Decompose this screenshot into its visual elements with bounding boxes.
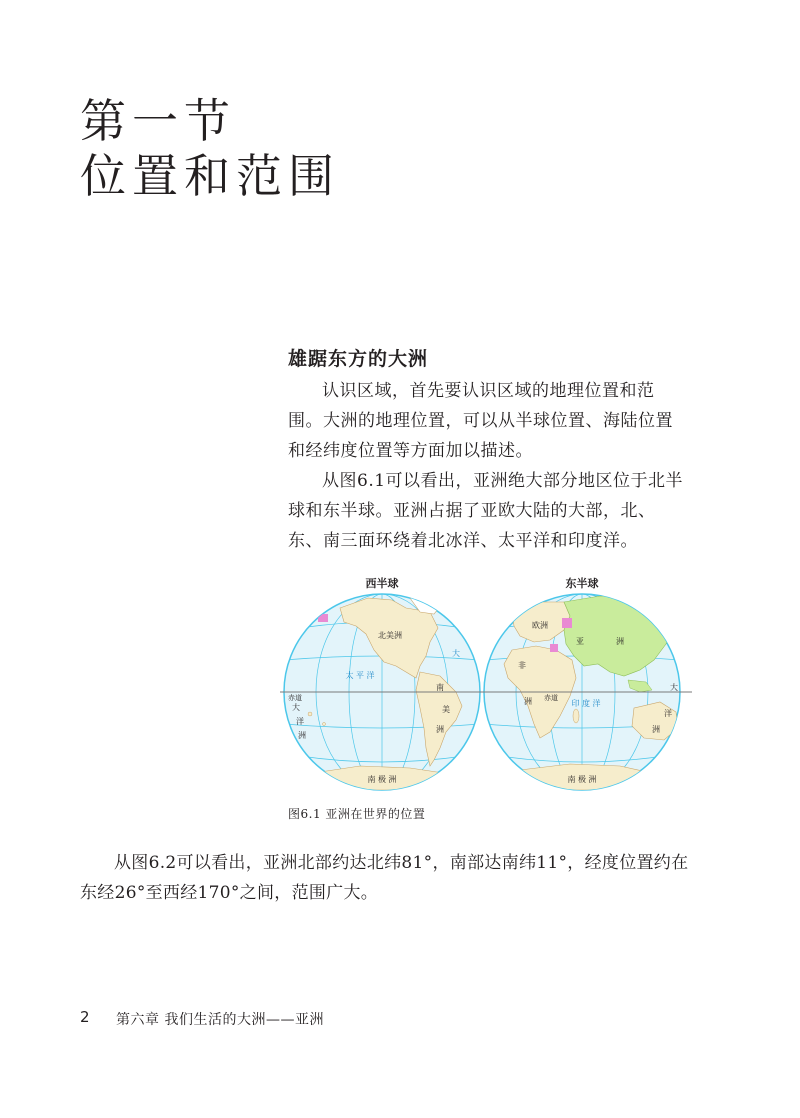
asia-label-1: 亚	[576, 637, 584, 646]
africa-label-1: 非	[518, 661, 526, 670]
east-hemisphere-title: 东半球	[565, 577, 599, 590]
world-hemispheres-map	[280, 568, 700, 803]
page-title: 位置和范围	[80, 149, 340, 203]
equator-label-east: 赤道	[544, 694, 558, 702]
west-asia-patch	[318, 614, 328, 622]
indian-ocean-label: 印 度 洋	[571, 699, 601, 708]
africa-label-2: 洲	[524, 697, 532, 706]
equator-label-west: 赤道	[288, 694, 302, 702]
section-heading: 雄踞东方的大洲	[288, 348, 429, 370]
figure-caption: 图6.1 亚洲在世界的位置	[288, 807, 426, 821]
west-antarctica-label: 南 极 洲	[367, 775, 397, 784]
asia-label-2: 洲	[616, 637, 624, 646]
oceania-west-char-1: 大	[292, 703, 300, 712]
south-america-label-2: 美	[442, 705, 450, 714]
asia-pink-patch-2	[550, 644, 558, 652]
chapter-section-number: 第一节	[80, 94, 236, 148]
oceania-east-char-1: 大	[670, 683, 678, 692]
page-number: 2	[80, 1008, 90, 1026]
west-hemisphere-title: 西半球	[365, 577, 399, 590]
oceania-east-char-3: 洲	[652, 725, 660, 734]
chapter-footer: 第六章 我们生活的大洲——亚洲	[116, 1012, 324, 1028]
oceania-east-char-2: 洋	[664, 709, 672, 718]
north-america-label: 北美洲	[378, 631, 402, 640]
body-paragraph-1: 认识区域，首先要认识区域的地理位置和范围。大洲的地理位置，可以从半球位置、海陆位置和经纬度位置等方面加以描述。	[288, 381, 673, 461]
pacific-ocean-label: 太 平 洋	[345, 671, 375, 680]
body-paragraph-2: 从图6.1可以看出，亚洲绝大部分地区位于北半球和东半球。亚洲占据了亚欧大陆的大部，北、东、南三面环绕着北冰洋、太平洋和印度洋。	[288, 471, 684, 551]
atlantic-big-char: 大	[452, 649, 460, 658]
europe-label: 欧洲	[532, 621, 548, 630]
south-america-label-3: 洲	[436, 725, 444, 734]
body-paragraph-3: 从图6.2可以看出，亚洲北部约达北纬81°，南部达南纬11°，经度位置约在东经26°至西经170°之间，范围广大。	[80, 853, 689, 903]
asia-pink-patch-3	[650, 602, 656, 610]
oceania-west-char-3: 洲	[298, 731, 306, 740]
asia-pink-patch-1	[562, 618, 572, 628]
east-antarctica-label: 南 极 洲	[567, 775, 597, 784]
south-america-label-1: 南	[436, 683, 444, 692]
oceania-west-char-2: 洋	[296, 717, 304, 726]
